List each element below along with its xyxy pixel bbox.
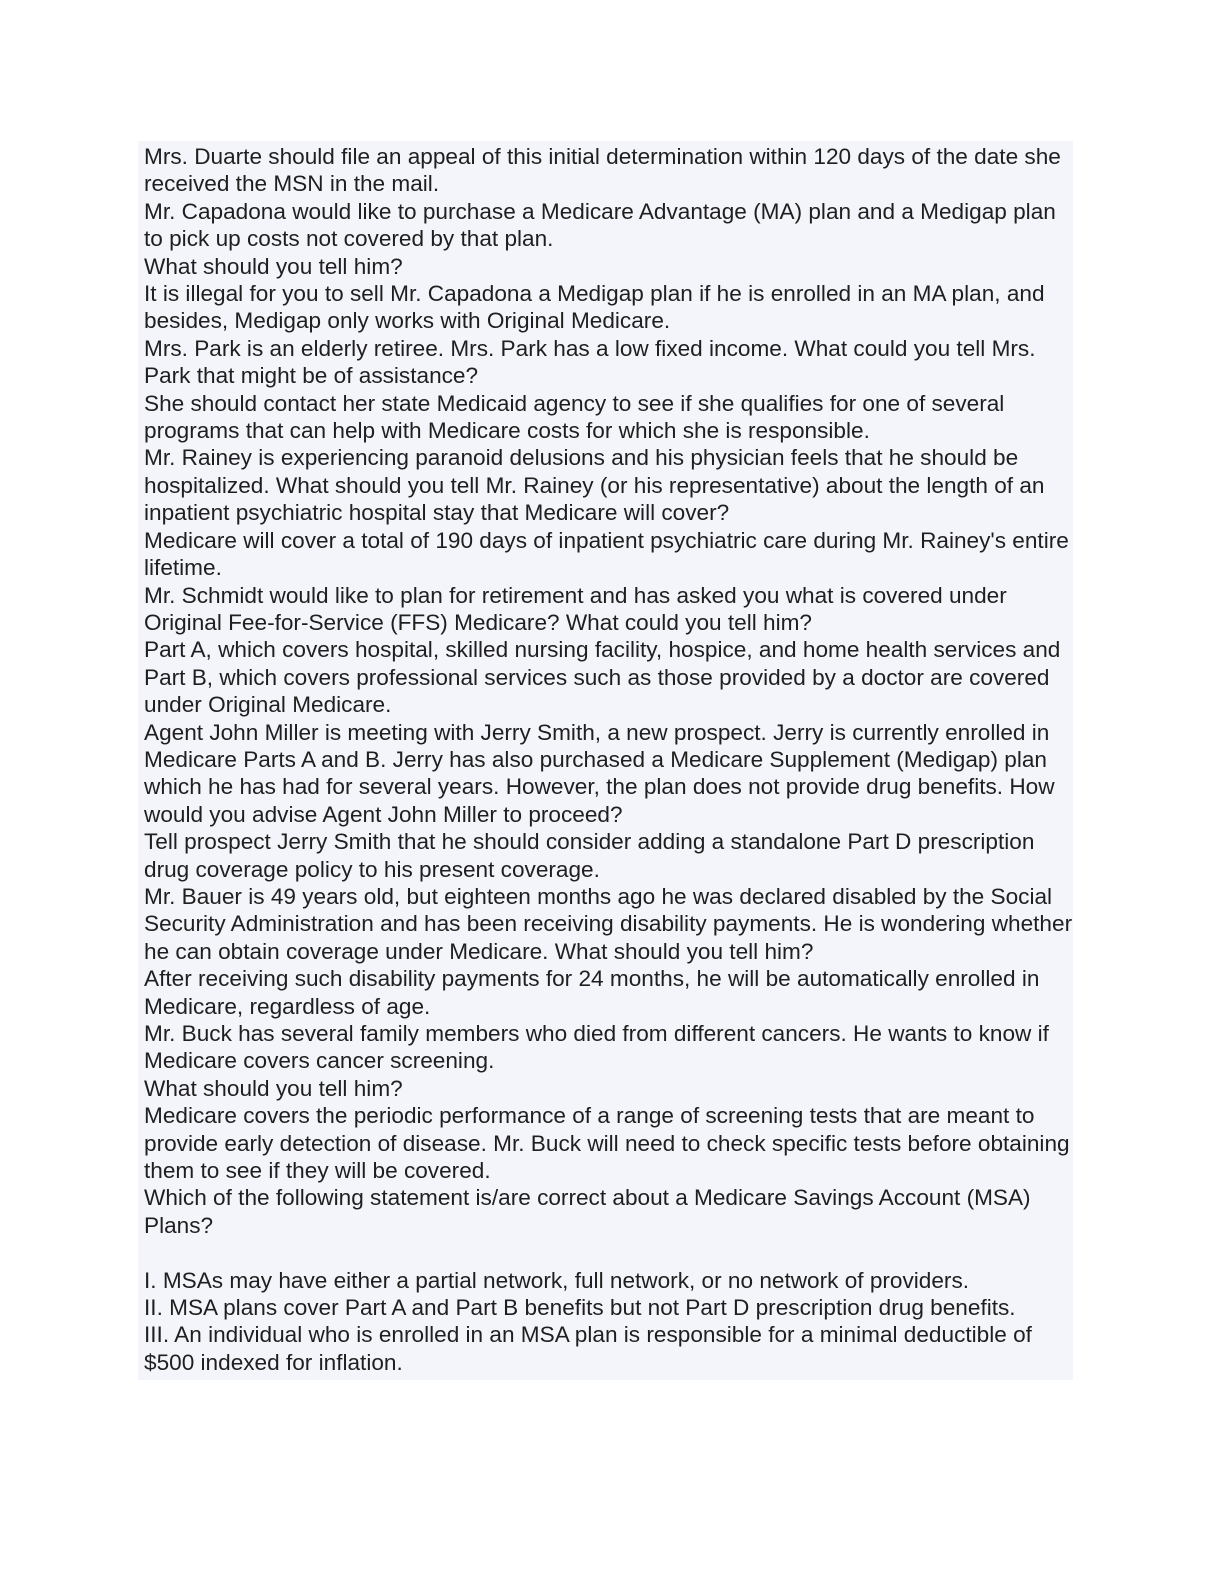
statement-3 bbox=[144, 1321, 1073, 1376]
paragraph-miller-question: Agent John Miller is meeting with Jerry Smith, a new prospect. Jerry is currently enrolled in Medicare Parts A and B. Jerry has also purchased a Medicare Supplement (Medigap) plan which he has had for several years. However, the plan does not provide drug benefits. How would you advise Agent John Miller to proceed? bbox=[144, 719, 1061, 827]
paragraph-schmidt-question: Mr. Schmidt would like to plan for retirement and has asked you what is covered under Original Fee-for-Service (FFS) Medicare? What could you tell him? bbox=[144, 582, 1014, 635]
document-text-block bbox=[138, 141, 1079, 1380]
statement-2-numeral: II bbox=[144, 1295, 157, 1321]
statement-2-text: . MSA plans cover Part A and Part B benefits but not Part D prescription drug benefits. bbox=[156, 1295, 1016, 1321]
statement-2 bbox=[144, 1294, 1073, 1321]
paragraph-schmidt-answer: Part A, which covers hospital, skilled nursing facility, hospice, and home health services and Part B, which covers professional services such as those provided by a doctor are covered under Original Medicare. bbox=[144, 637, 1067, 718]
statement-1-text: . MSAs may have either a partial network, full network, or no network of providers. bbox=[150, 1267, 970, 1293]
paragraph-buck-prompt: What should you tell him? bbox=[144, 1075, 403, 1101]
statement-3-text: . An individual who is enrolled in an MSA plan is responsible for a minimal deductible of $500 indexed for inflation. bbox=[144, 1322, 1039, 1375]
paragraph-buck-answer: Medicare covers the periodic performance of a range of screening tests that are meant to provide early detection of disease. Mr. Buck will need to check specific tests before obtaining them to see if they will be covered. bbox=[144, 1103, 1076, 1184]
paragraph-capadona-answer: It is illegal for you to sell Mr. Capadona a Medigap plan if he is enrolled in an MA plan, and besides, Medigap only works with Original Medicare. bbox=[144, 281, 1051, 334]
paragraph-buck-question: Mr. Buck has several family members who died from different cancers. He wants to know if Medicare covers cancer screening. bbox=[144, 1021, 1056, 1074]
paragraph-rainey-question: Mr. Rainey is experiencing paranoid delusions and his physician feels that he should be hospitalized. What should you tell Mr. Rainey (or his representative) about the length of an inpatient psychiatric hospital stay that Medicare will cover? bbox=[144, 445, 1051, 526]
paragraph-capadona-question: Mr. Capadona would like to purchase a Medicare Advantage (MA) plan and a Medigap plan to pick up costs not covered by that plan. bbox=[144, 198, 1063, 252]
paragraph-rainey-answer: Medicare will cover a total of 190 days of inpatient psychiatric care during Mr. Rainey's entire lifetime. bbox=[144, 527, 1076, 581]
statement-1 bbox=[144, 1267, 1073, 1294]
paragraph-msa-question: Which of the following statement is/are correct about a Medicare Savings Account (MSA) Plans? bbox=[144, 1185, 1037, 1238]
paragraph-bauer-question: Mr. Bauer is 49 years old, but eighteen months ago he was declared disabled by the Social Security Administration and has been receiving disability payments. He is wondering whether he can obtain coverage under Medicare. What should you tell him? bbox=[144, 883, 1079, 964]
blank-line bbox=[144, 1239, 1073, 1266]
paragraph-park-answer: She should contact her state Medicaid agency to see if she qualifies for one of several programs that can help with Medicare costs for which she is responsible. bbox=[144, 390, 1011, 444]
statement-1-numeral: I bbox=[144, 1267, 151, 1293]
paragraph-miller-answer: Tell prospect Jerry Smith that he should consider adding a standalone Part D prescription drug coverage policy to his present coverage. bbox=[144, 829, 1041, 882]
paragraph-duarte-answer: Mrs. Duarte should file an appeal of this initial determination within 120 days of the date she received the MSN in the mail. bbox=[144, 144, 1068, 197]
paragraph-bauer-answer: After receiving such disability payments for 24 months, he will be automatically enrolled in Medicare, regardless of age. bbox=[144, 966, 1046, 1019]
paragraph-park-question: Mrs. Park is an elderly retiree. Mrs. Park has a low fixed income. What could you tell Mrs. Park that might be of assistance? bbox=[144, 335, 1042, 389]
statement-3-numeral: III bbox=[144, 1322, 163, 1348]
paragraph-capadona-prompt: What should you tell him? bbox=[144, 253, 403, 279]
